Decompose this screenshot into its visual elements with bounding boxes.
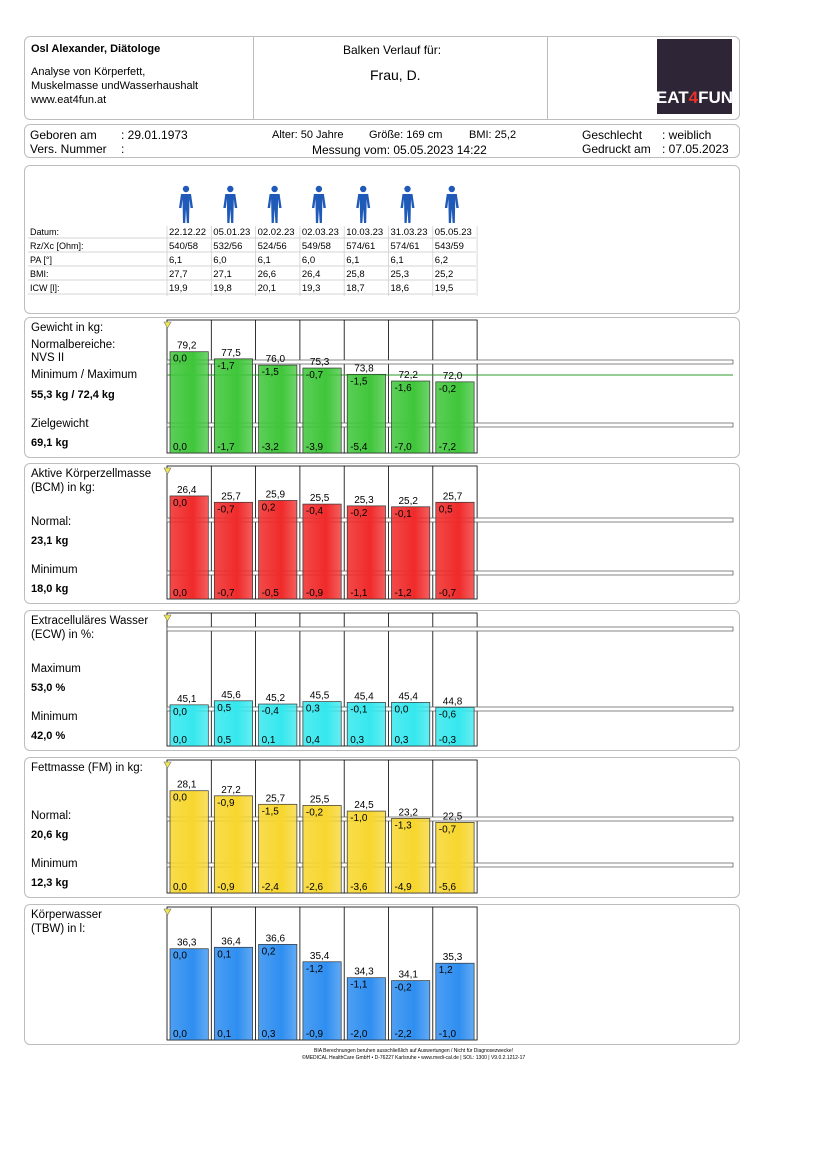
bar-total-label: -1,0 [438,1029,457,1040]
bar-value-label: 34,3 [354,966,374,978]
bar [436,502,474,599]
bar-total-label: -0,9 [305,588,324,599]
bar [214,502,252,599]
table-cell: 18,7 [346,283,365,294]
table-row-label: ICW [l]: [30,283,60,293]
bar-diff-label: -1,5 [261,367,279,379]
person-body [223,194,237,223]
table-cell: 02.02.23 [257,227,295,238]
table-cell: 574/61 [390,241,420,252]
bar-diff-label: -1,0 [350,813,368,825]
bar-diff-label: 0,0 [173,497,187,509]
person-body [401,194,415,223]
bar-total-label: -3,2 [261,442,279,453]
section-label: Normal: [31,810,72,822]
table-cell: 19,9 [169,283,188,294]
measurement-date: Messung vom: 05.05.2023 14:22 [312,143,487,157]
start-marker-icon [164,909,171,915]
bar-diff-label: -0,2 [350,507,368,519]
bar-value-label: 25,2 [398,495,418,507]
bar-value-label: 36,4 [221,936,241,948]
bar-diff-label: 0,2 [261,502,276,514]
bar-diff-label: 1,2 [438,965,453,977]
bar-total-label: -0,5 [261,588,279,599]
table-cell: 25,3 [390,269,409,280]
bar-value-label: 34,1 [398,969,418,981]
bar-value-label: 35,4 [309,950,330,962]
section-label: Gewicht in kg: [31,322,104,334]
bar-total-label: 0,5 [217,735,232,746]
bar-diff-label: -1,5 [350,376,368,388]
footer-disclaimer: BIA Berechnungen beruhen ausschließlich auf Auswertungen / Nicht für Diagnosezwecke! [313,1048,513,1054]
bar-diff-label: 0,0 [394,704,409,716]
bar [214,947,252,1040]
bar [170,352,208,453]
bar-total-label: -2,2 [394,1029,412,1040]
table-cell: 6,1 [169,255,183,266]
person-head [360,186,366,192]
bar-value-label: 25,5 [309,493,330,505]
section-label: 23,1 kg [31,535,69,547]
bar-total-label: 0,0 [173,735,187,746]
bar-value-label: 36,6 [265,933,286,945]
bar-diff-label: 0,5 [217,702,232,714]
bar-value-label: 75,3 [309,357,330,369]
table-cell: 20,1 [257,283,277,294]
bar-total-label: -2,0 [350,1029,368,1040]
section-label: Minimum / Maximum [31,369,138,381]
table-cell: 27,1 [213,269,232,280]
person-icon [445,186,459,223]
person-body [312,194,326,223]
bar-value-label: 72,2 [398,370,418,382]
table-cell: 19,5 [434,283,454,294]
bar-diff-label: 0,0 [173,706,187,718]
printed-label: Gedruckt am [582,142,651,156]
bar-value-label: 36,3 [177,937,197,949]
bar-diff-label: 0,1 [217,949,232,961]
section-label: NVS II [31,352,65,364]
eat4fun-logo: EAT 4 FUN [657,39,732,114]
section-label: 18,0 kg [31,583,69,595]
bar-value-label: 25,5 [309,794,330,806]
practice-description: Muskelmasse undWasserhaushalt [31,80,199,92]
bar-diff-label: -0,2 [394,982,412,994]
bar [170,791,208,893]
bar [214,359,252,453]
bar-value-label: 79,2 [177,340,197,352]
bar-total-label: -1,2 [394,588,412,599]
bar-total-label: -0,7 [217,588,235,599]
table-row-label: Datum: [30,227,60,237]
bar-total-label: -5,6 [438,882,457,893]
section-label: Zielgewicht [31,418,89,430]
bar [170,949,208,1040]
bar-diff-label: -0,7 [438,824,457,836]
table-cell: 6,0 [301,255,316,266]
table-cell: 532/56 [213,241,243,252]
bar-value-label: 28,1 [177,779,197,791]
bar-value-label: 22,5 [442,811,463,823]
bar-diff-label: -0,9 [217,797,235,809]
bar-value-label: 45,1 [177,693,197,705]
person-icon [401,186,415,223]
bar-diff-label: -1,5 [261,806,279,818]
person-icon [312,186,326,223]
start-marker-icon [164,468,171,474]
section-label: Normalbereiche: [31,339,116,351]
bar-value-label: 25,7 [442,491,463,503]
bar-diff-label: -0,1 [350,704,368,716]
bmi-value: BMI: 25,2 [469,129,517,141]
printed-value: : 07.05.2023 [662,142,729,156]
section-label: 20,6 kg [31,829,69,841]
person-head [271,186,277,192]
table-cell: 31.03.23 [390,227,428,238]
bar-value-label: 24,5 [354,800,374,812]
bar-value-label: 72,0 [442,370,463,382]
practice-website: www.eat4fun.at [31,94,107,106]
bar-total-label: -0,9 [217,882,235,893]
bar [259,365,297,453]
section-label: 12,3 kg [31,877,69,889]
bar-total-label: -0,9 [305,1029,324,1040]
bar-value-label: 45,2 [265,693,286,705]
bar-total-label: -2,4 [261,882,279,893]
bar-diff-label: 0,2 [261,946,276,958]
table-cell: 549/58 [301,241,331,252]
table-cell: 6,1 [346,255,360,266]
bar-total-label: -7,0 [394,442,412,453]
section-label: 53,0 % [31,682,66,694]
person-head [404,186,410,192]
section-label: 42,0 % [31,730,66,742]
bar-diff-label: 0,0 [173,950,187,962]
table-row-label: PA [°] [30,255,52,265]
table-row-label: BMI: [30,269,49,279]
person-head [449,186,455,192]
bar-diff-label: -0,2 [438,383,457,395]
bar-value-label: 35,3 [442,952,463,964]
table-cell: 6,1 [390,255,404,266]
bar-diff-label: -0,6 [438,709,457,721]
practitioner-name: Osl Alexander, Diätologe [31,43,161,55]
bar-diff-label: -0,7 [217,504,235,516]
bar [214,796,252,893]
bar-value-label: 25,3 [354,494,374,506]
bar-diff-label: -1,7 [217,360,235,372]
bar [347,506,385,599]
person-body [445,194,459,223]
bar-value-label: 45,4 [354,691,374,703]
bar-total-label: 0,0 [173,588,187,599]
insurance-value: : [121,142,125,156]
bar-total-label: -0,7 [438,588,457,599]
bar-total-label: -4,9 [394,882,412,893]
section-label: Aktive Körperzellmasse [31,468,152,480]
bar-value-label: 73,8 [354,363,374,375]
table-cell: 574/61 [346,241,376,252]
table-cell: 22.12.22 [169,227,206,238]
bar-total-label: -1,1 [350,588,368,599]
bar-total-label: 0,3 [394,735,409,746]
table-cell: 6,2 [434,255,449,266]
table-cell: 540/58 [169,241,199,252]
section-label: Minimum [31,858,78,870]
bar [259,500,297,599]
bar-total-label: -2,6 [305,882,324,893]
bar-diff-label: -1,2 [305,963,324,975]
bar-diff-label: -0,4 [261,706,279,718]
section-label: Körperwasser [31,909,102,921]
bar-total-label: 0,3 [261,1029,276,1040]
bar-value-label: 26,4 [177,484,197,496]
person-body [268,194,282,223]
table-cell: 19,3 [301,283,321,294]
bar-total-label: -7,2 [438,442,457,453]
section-label: Normal: [31,516,72,528]
bar [259,944,297,1040]
table-cell: 25,2 [434,269,454,280]
bar-total-label: -5,4 [350,442,368,453]
person-icon [179,186,193,223]
sex-value: : weiblich [662,128,712,142]
bar-value-label: 76,0 [265,354,286,366]
table-cell: 18,6 [390,283,409,294]
sex-label: Geschlecht [582,128,643,142]
section-label: Maximum [31,663,81,675]
table-cell: 26,4 [301,269,321,280]
bar-total-label: 0,4 [305,735,320,746]
person-icon [223,186,237,223]
bar-diff-label: -0,4 [305,506,324,518]
bar-diff-label: 0,0 [173,792,187,804]
bar-value-label: 44,8 [442,696,463,708]
section-label: Fettmasse (FM) in kg: [31,762,143,774]
person-head [227,186,233,192]
bar-total-label: 0,3 [350,735,365,746]
insurance-label: Vers. Nummer [30,142,107,156]
bar [392,507,430,599]
table-cell: 19,8 [213,283,232,294]
bar-total-label: -1,7 [217,442,235,453]
bar-value-label: 45,6 [221,689,241,701]
bar-value-label: 45,4 [398,691,418,703]
start-marker-icon [164,762,171,768]
bar-diff-label: -1,3 [394,820,412,832]
bar-diff-label: 0,5 [438,504,453,516]
bar [303,504,341,599]
report-title: Balken Verlauf für: [343,43,442,57]
table-cell: 05.05.23 [434,227,472,238]
bar-diff-label: -0,7 [305,370,324,382]
person-icon [356,186,370,223]
table-cell: 524/56 [257,241,287,252]
person-head [316,186,322,192]
bar [170,496,208,599]
person-body [356,194,370,223]
reference-range-line [167,627,733,631]
bar-diff-label: -1,1 [350,979,368,991]
table-cell: 02.03.23 [301,227,339,238]
section-label: (TBW) in l: [31,923,86,935]
section-label: (ECW) in %: [31,629,95,641]
bar-total-label: -0,3 [438,735,457,746]
table-cell: 543/59 [434,241,464,252]
bar-total-label: 0,0 [173,1029,187,1040]
bar-total-label: -3,9 [305,442,324,453]
table-cell: 25,8 [346,269,365,280]
section-label: Extracelluläres Wasser [31,615,149,627]
bar-value-label: 45,5 [309,690,330,702]
bar-total-label: -3,6 [350,882,368,893]
bar-diff-label: -0,1 [394,508,412,520]
section-label: Minimum [31,711,78,723]
bar-value-label: 25,7 [221,491,241,503]
person-body [179,194,193,223]
patient-name: Frau, D. [370,67,421,83]
bar-total-label: 0,1 [261,735,276,746]
bar [259,804,297,893]
bar-value-label: 27,2 [221,784,241,796]
bar-value-label: 25,7 [265,793,286,805]
bar-diff-label: -1,6 [394,383,412,395]
table-cell: 27,7 [169,269,188,280]
section-label: Minimum [31,564,78,576]
start-marker-icon [164,615,171,621]
height-value: Größe: 169 cm [369,129,443,141]
table-row-label: Rz/Xc [Ohm]: [30,241,84,251]
footer-copyright: ©MEDICAL HealthCare GmbH • D-76227 Karlsruhe • www.medi-cal.de | SOL: 1300 | V9.0.2.1212-17 [301,1055,526,1061]
table-cell: 26,6 [257,269,277,280]
bar-total-label: 0,0 [173,882,187,893]
bar-total-label: 0,0 [173,442,187,453]
bar-value-label: 77,5 [221,347,241,359]
table-cell: 6,1 [257,255,271,266]
bar-value-label: 25,9 [265,489,286,501]
table-cell: 10.03.23 [346,227,384,238]
start-marker-icon [164,322,171,328]
table-cell: 6,0 [213,255,227,266]
bar-diff-label: 0,0 [173,353,187,365]
bar-diff-label: -0,2 [305,807,324,819]
bar-diff-label: 0,3 [305,703,320,715]
table-cell: 05.01.23 [213,227,251,238]
born-label: Geboren am [30,128,97,142]
age-value: Alter: 50 Jahre [272,129,344,141]
bar-value-label: 23,2 [398,807,418,819]
section-label: (BCM) in kg: [31,482,95,494]
bar [303,805,341,893]
section-label: 55,3 kg / 72,4 kg [31,389,115,401]
born-value: : 29.01.1973 [121,128,188,142]
practice-description: Analyse von Körperfett, [31,66,146,78]
bar-total-label: 0,1 [217,1029,232,1040]
person-head [183,186,189,192]
person-icon [268,186,282,223]
section-label: 69,1 kg [31,437,69,449]
